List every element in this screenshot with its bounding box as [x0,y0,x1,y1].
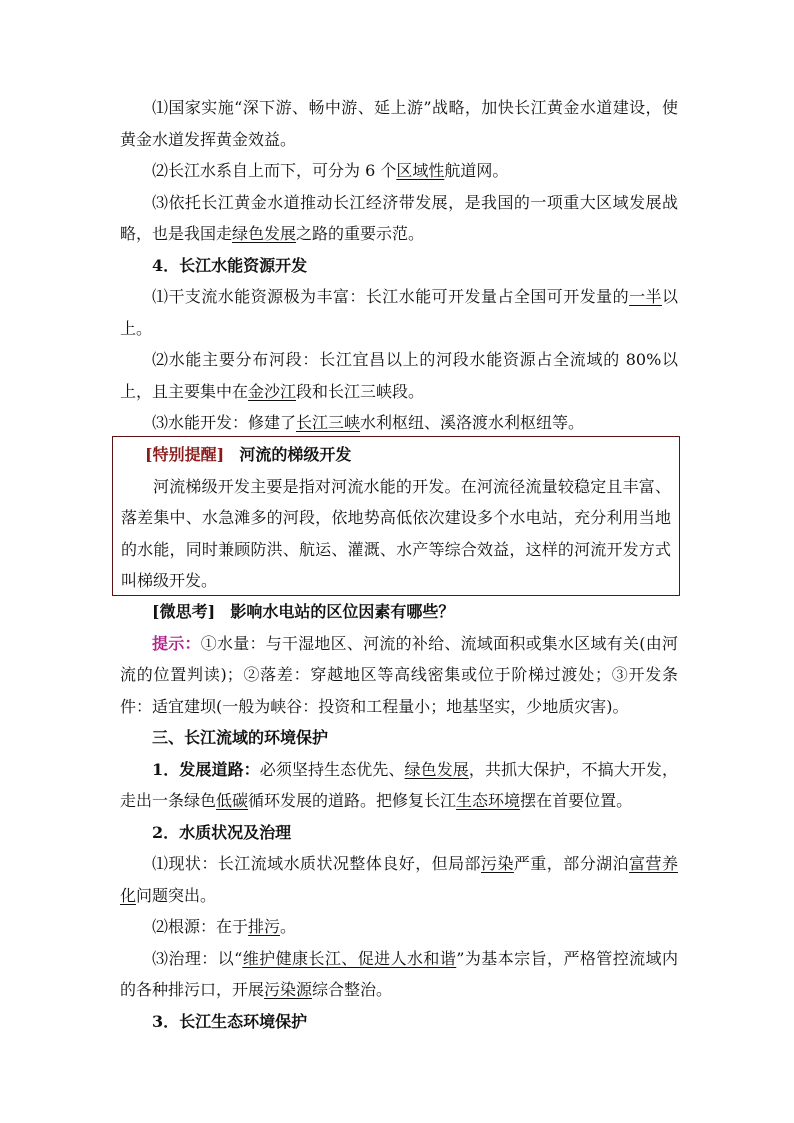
heading-4: 4．长江水能资源开发 [152,255,308,275]
paragraph-3: ⑶依托长江黄金水道推动长江经济带发展，是我国的一项重大区域发展战略，也是我国走绿色发展之路的重要示范。 [120,192,678,243]
think-hint: 提示：①水量：与干湿地区、河流的补给、流域面积或集水区域有关(由河流的位置判读)；②落差：穿越地区等高线密集或位于阶梯过渡处；③开发条件：适宜建坝(一般为峡谷：投资和工程量小；地基坚实，少地质灾害)。 [120,633,678,716]
section-heading: 三、长江流域的环境保护 [152,728,329,747]
governance-paragraph: ⑶治理：以“维护健康长江、促进人水和谐”为基本宗旨，严格管控流域内的各种排污口，开展污染源综合整治。 [120,948,678,999]
water-quality-heading: 2．水质状况及治理 [152,822,292,842]
paragraph-2: ⑵长江水系自上而下，可分为 6 个区域性航道网。 [152,161,509,180]
development-path: 1．发展道路：必须坚持生态优先、绿色发展，共抓大保护，不搞大开发，走出一条绿色低碳循环发展的道路。把修复长江生态环境摆在首要位置。 [120,759,678,810]
eco-protection-heading: 3．长江生态环境保护 [152,1011,308,1031]
status-paragraph: ⑴现状：长江流域水质状况整体良好，但局部污染严重，部分湖泊富营养化问题突出。 [120,854,678,905]
box-header [121,439,671,471]
paragraph-6: ⑶水能开发：修建了长江三峡水利枢纽、溪洛渡水利枢纽等。 [152,413,585,432]
paragraph-4: ⑴干支流水能资源极为丰富：长江水能可开发量占全国可开发量的一半以上。 [120,287,678,338]
paragraph-5: ⑵水能主要分布河段：长江宜昌以上的河段水能资源占全流域的 80%以上，且主要集中在金沙江段和长江三峡段。 [120,350,678,401]
box-tag: [特别提醒] [145,445,225,464]
box-title: 河流的梯级开发 [239,445,352,464]
paragraph-1: ⑴国家实施“深下游、畅中游、延上游”战略，加快长江黄金水道建设，使黄金水道发挥黄金效益。 [120,98,678,149]
special-reminder-box [112,436,680,596]
section-a [120,92,678,439]
root-cause-paragraph: ⑵根源：在于排污。 [152,917,297,936]
think-question: [微思考] 影响水电站的区位因素有哪些？ [152,602,455,621]
box-body: 河流梯级开发主要是指对河流水能的开发。在河流径流量较稳定且丰富、落差集中、水急滩多的河段，依地势高低依次建设多个水电站，充分利用当地的水能，同时兼顾防洪、航运、灌溉、水产等综合效益，这样的河流开发方式叫梯级开发。 [121,476,671,590]
section-b [120,722,678,1037]
think-block [120,596,678,722]
